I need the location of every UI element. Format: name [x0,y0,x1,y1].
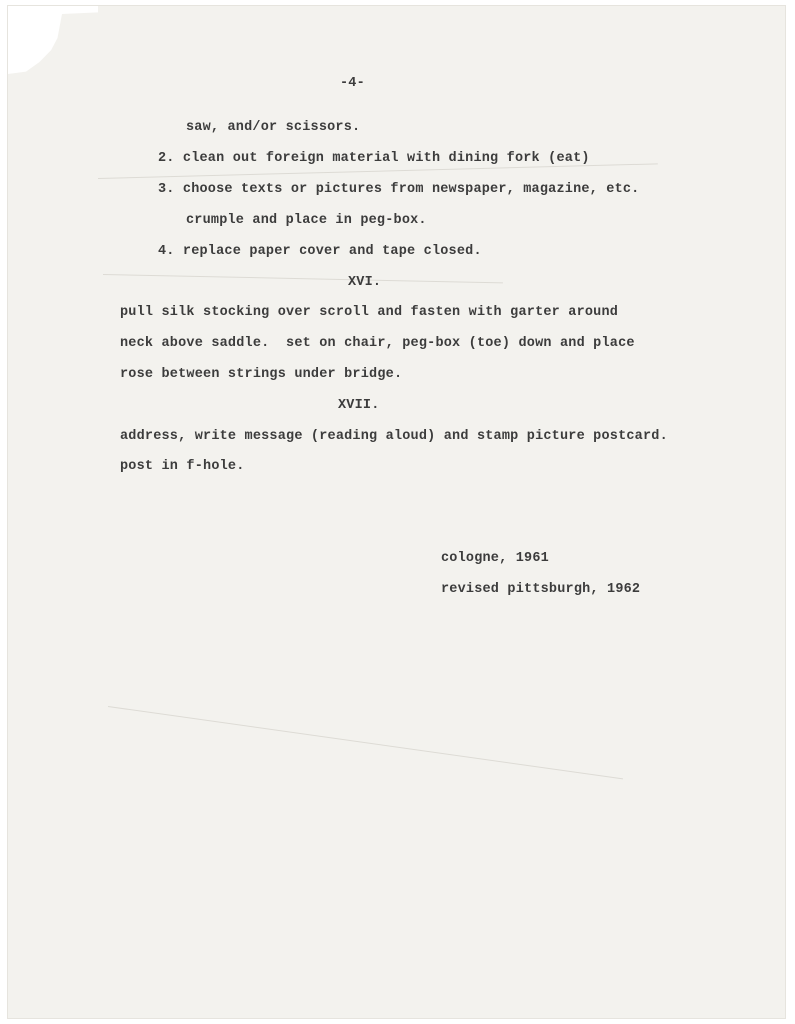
text-line: neck above saddle. set on chair, peg-box (toe) down and place [120,336,635,351]
text-line: 4. replace paper cover and tape closed. [158,244,482,259]
paper-crease [103,274,503,283]
page-number: -4- [340,76,365,91]
text-line: 3. choose texts or pictures from newspaper, magazine, etc. [158,182,640,197]
text-line: address, write message (reading aloud) and stamp picture postcard. [120,429,668,444]
signature-place: cologne, 1961 [441,551,549,566]
text-line: crumple and place in peg-box. [186,213,427,228]
section-heading: XVI. [348,275,382,290]
text-line: 2. clean out foreign material with dining fork (eat) [158,151,590,166]
paper-crease [108,706,623,779]
text-line: post in f-hole. [120,459,245,474]
torn-corner [8,6,98,86]
section-heading: XVII. [338,398,380,413]
text-line: rose between strings under bridge. [120,367,403,382]
text-line: pull silk stocking over scroll and fasten with garter around [120,305,619,320]
signature-revision: revised pittsburgh, 1962 [441,582,641,597]
typewritten-page [8,6,785,1018]
text-line: saw, and/or scissors. [186,120,361,135]
